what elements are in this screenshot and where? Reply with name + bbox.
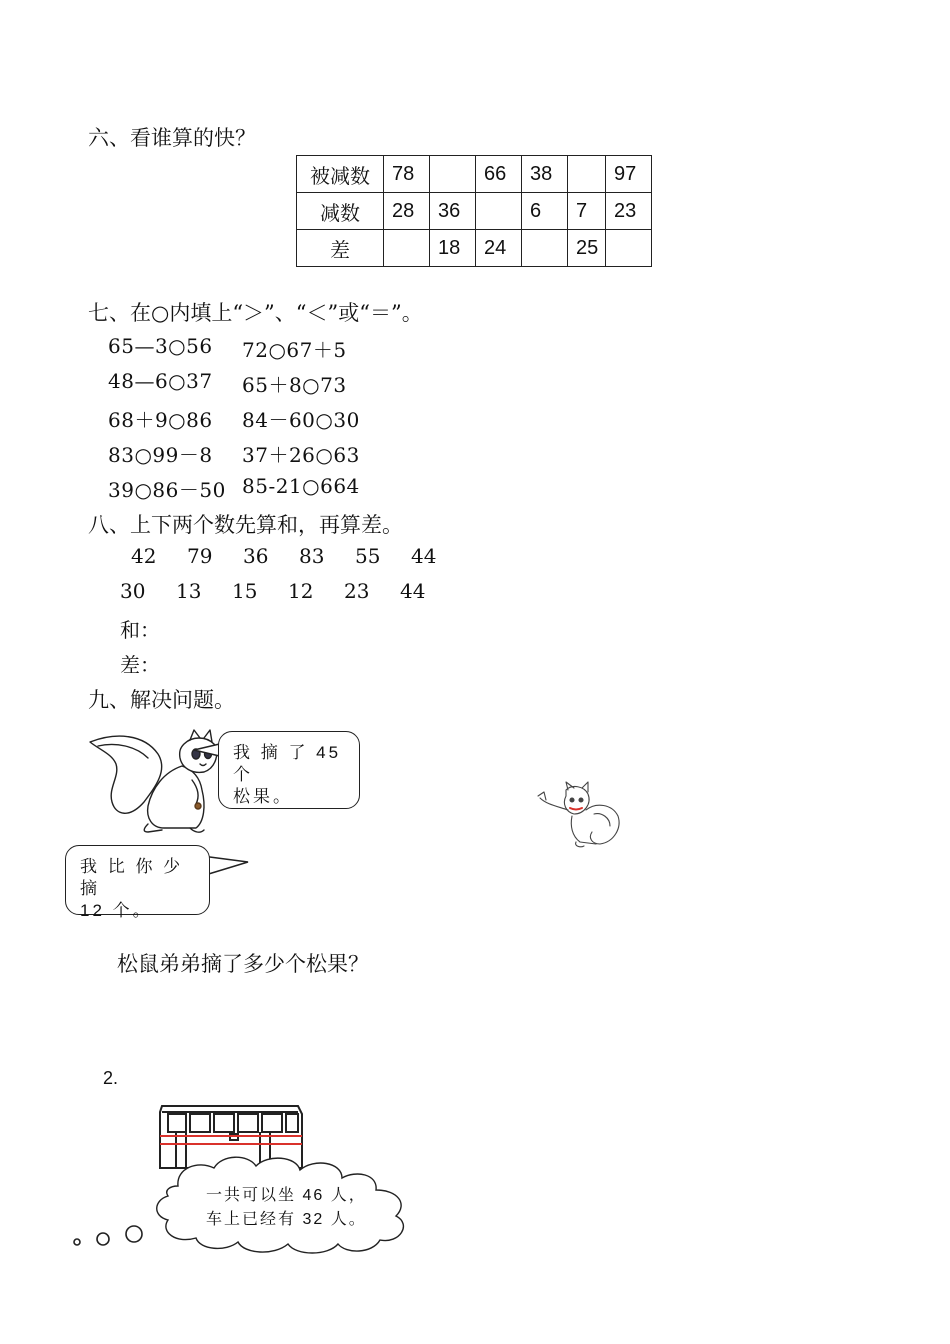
- row-label: 被减数: [297, 156, 384, 193]
- table-cell: 18: [430, 230, 476, 267]
- table-row: [297, 230, 652, 267]
- table-cell: 7: [568, 193, 606, 230]
- comparison-item: 84－60○30: [242, 408, 360, 432]
- comparison-item: 48—6○37: [108, 369, 213, 393]
- cloud-text-line: 车上已经有 32 人。: [206, 1211, 367, 1228]
- top-number: 44: [411, 544, 437, 568]
- subtraction-table: [296, 155, 652, 267]
- top-number: 55: [355, 544, 381, 568]
- table-cell: 6: [522, 193, 568, 230]
- top-number: 83: [299, 544, 325, 568]
- table-cell: 97: [606, 156, 652, 193]
- comparison-item: 83○99－8: [108, 443, 213, 467]
- top-number: 79: [187, 544, 213, 568]
- table-row: [297, 193, 652, 230]
- small-squirrel-illustration: [536, 780, 624, 850]
- problem-2-number: 2.: [103, 1068, 119, 1088]
- table-row: [297, 156, 652, 193]
- comparison-item: 65—3○56: [108, 334, 213, 358]
- speech-bubble-small: [65, 845, 210, 920]
- section-7-title: 七、在○内填上“＞”、“＜”或“＝”。: [88, 301, 423, 325]
- table-cell: [568, 156, 606, 193]
- bottom-number: 23: [344, 579, 370, 603]
- table-cell: [384, 230, 430, 267]
- bubble-text-line: 松果。: [233, 787, 293, 806]
- table-cell: 24: [476, 230, 522, 267]
- table-cell: [430, 156, 476, 193]
- top-number: 42: [131, 544, 157, 568]
- comparison-item: 65＋8○73: [242, 373, 347, 397]
- table-cell: 66: [476, 156, 522, 193]
- row-label: 减数: [297, 193, 384, 230]
- bubble-text-line: 我 比 你 少 摘: [80, 857, 184, 898]
- comparison-item: 68＋9○86: [108, 408, 213, 432]
- section-9-title: 九、解决问题。: [88, 688, 235, 712]
- difference-label: 差：: [120, 653, 160, 677]
- bottom-number: 30: [120, 579, 146, 603]
- table-cell: 78: [384, 156, 430, 193]
- comparison-item: 37＋26○63: [242, 443, 360, 467]
- bottom-number: 12: [288, 579, 314, 603]
- bottom-number: 13: [176, 579, 202, 603]
- table-cell: 23: [606, 193, 652, 230]
- bottom-number: 15: [232, 579, 258, 603]
- section-6-title: 六、看谁算的快？: [88, 126, 256, 150]
- problem-1-question: 松鼠弟弟摘了多少个松果？: [117, 952, 369, 976]
- table-cell: [476, 193, 522, 230]
- bubble-text-line: 我 摘 了 45 个: [233, 743, 342, 784]
- bottom-number: 44: [400, 579, 426, 603]
- table-cell: 25: [568, 230, 606, 267]
- table-cell: [606, 230, 652, 267]
- speech-bubble-big: [218, 731, 360, 809]
- row-label: 差: [297, 230, 384, 267]
- comparison-item: 72○67＋5: [242, 338, 347, 362]
- section-8-title: 八、上下两个数先算和，再算差。: [88, 513, 403, 537]
- table-cell: 28: [384, 193, 430, 230]
- top-number: 36: [243, 544, 269, 568]
- comparison-item: 85-21○664: [242, 474, 360, 498]
- table-cell: [522, 230, 568, 267]
- table-cell: 38: [522, 156, 568, 193]
- bubble-text-line: 12 个。: [80, 901, 153, 920]
- cloud-text-line: 一共可以坐 46 人，: [206, 1187, 367, 1204]
- sum-label: 和：: [120, 618, 160, 642]
- comparison-item: 39○86－50: [108, 478, 226, 502]
- table-cell: 36: [430, 193, 476, 230]
